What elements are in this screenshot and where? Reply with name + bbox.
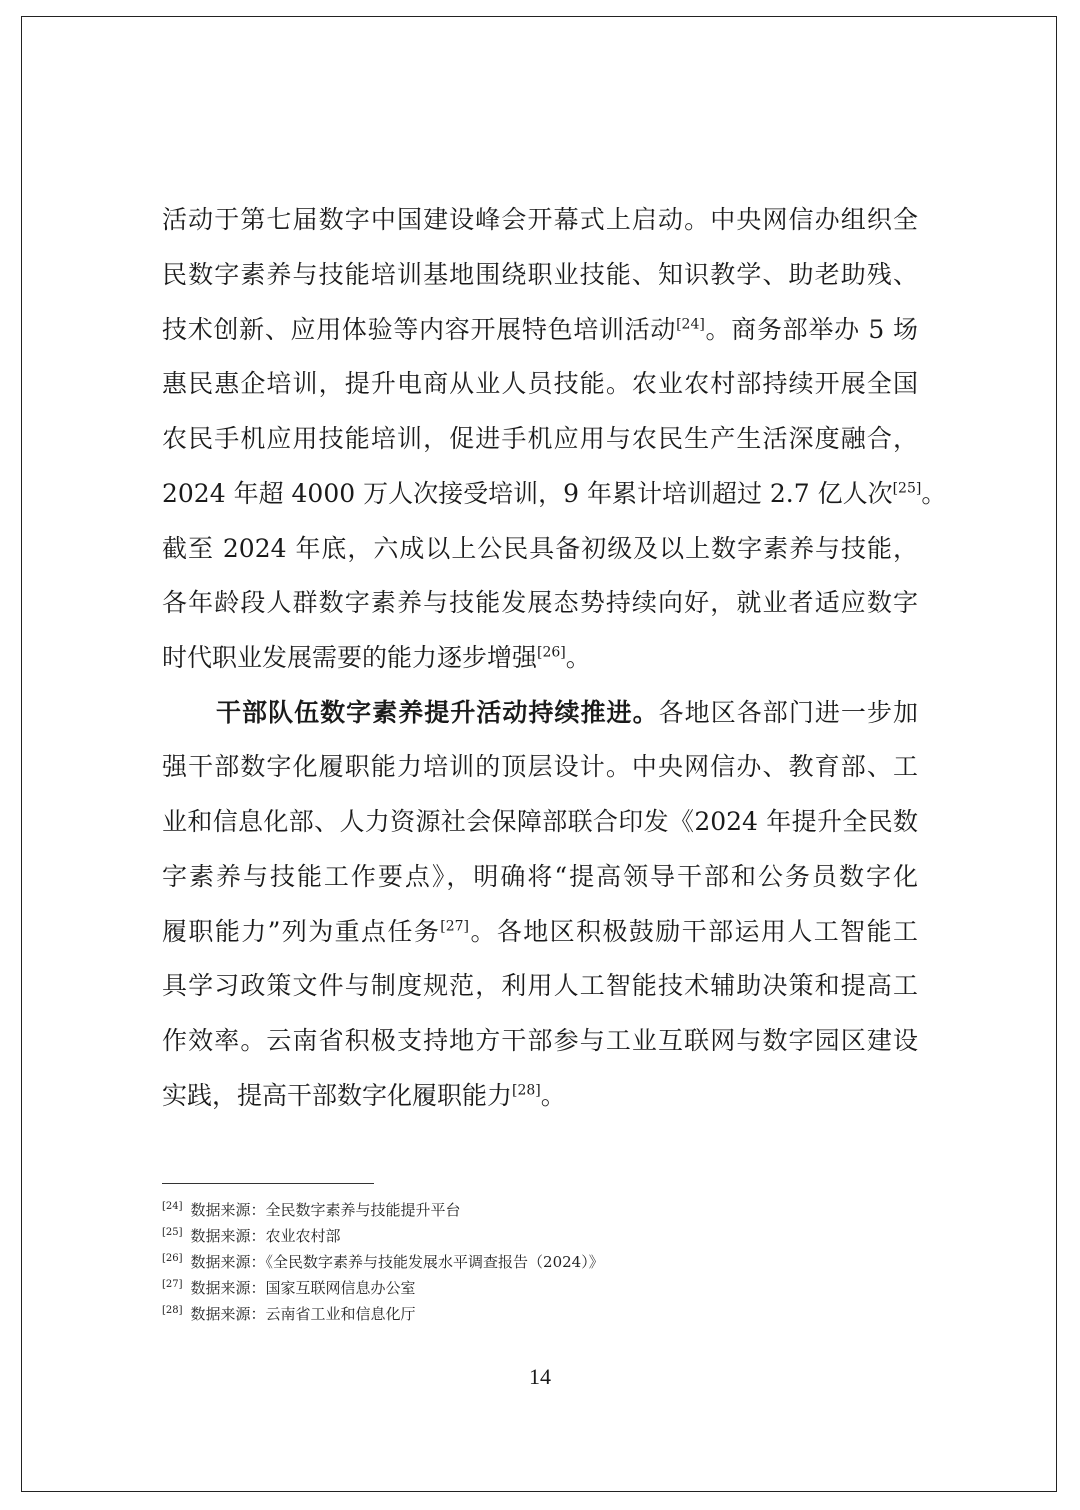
paragraph-1-line xyxy=(162,310,918,350)
paragraph-1-line xyxy=(162,474,947,514)
footnote-text: 数据来源：农业农村部 xyxy=(190,1227,341,1245)
paragraph-2-line: 业和信息化部、人力资源社会保障部联合印发《2024 年提升全民数 xyxy=(162,807,918,836)
citation-marker[interactable]: [27] xyxy=(440,918,470,935)
paragraph-2-line: 强干部数字化履职能力培训的顶层设计。中央网信办、教育部、工 xyxy=(162,752,918,781)
line-text: 。商务部举办 5 场 xyxy=(704,315,918,344)
line-text: 。 xyxy=(540,1081,566,1110)
line-text: 技术创新、应用体验等内容开展特色培训活动 xyxy=(162,315,677,344)
line-text: 履职能力”列为重点任务 xyxy=(162,917,441,946)
footnote-text: 数据来源：云南省工业和信息化厅 xyxy=(190,1305,416,1323)
paragraph-2-line: 具学习政策文件与制度规范，利用人工智能技术辅助决策和提高工 xyxy=(162,971,918,1000)
citation-marker[interactable]: [28] xyxy=(512,1082,541,1099)
line-text: 实践，提高干部数字化履职能力 xyxy=(162,1081,513,1110)
paragraph-1-line: 农民手机应用技能培训，促进手机应用与农民生产生活深度融合， xyxy=(162,424,918,453)
paragraph-2-line: 字素养与技能工作要点》，明确将“提高领导干部和公务员数字化 xyxy=(162,862,918,891)
page-number: 14 xyxy=(529,1364,551,1389)
footnote-text: 数据来源：全民数字素养与技能提升平台 xyxy=(190,1201,461,1219)
footnote-mark: [28] xyxy=(162,1305,183,1316)
footnote-mark: [27] xyxy=(162,1279,183,1290)
citation-marker[interactable]: [24] xyxy=(676,316,705,333)
footnote-mark: [24] xyxy=(162,1201,183,1212)
line-text: 2024 年超 4000 万人次接受培训，9 年累计培训超过 2.7 亿人次 xyxy=(162,479,893,508)
paragraph-2-line: 作效率。云南省积极支持地方干部参与工业互联网与数字园区建设 xyxy=(162,1026,918,1055)
paragraph-1-line: 截至 2024 年底，六成以上公民具备初级及以上数字素养与技能， xyxy=(162,534,918,563)
footnote-mark: [25] xyxy=(162,1227,183,1238)
footnote xyxy=(162,1224,341,1248)
paragraph-1-line xyxy=(162,638,918,678)
line-text: 。 xyxy=(565,643,591,672)
paragraph-2-line xyxy=(162,912,918,952)
paragraph-1-line: 活动于第七届数字中国建设峰会开幕式上启动。中央网信办组织全 xyxy=(162,205,918,234)
footnote xyxy=(162,1250,604,1274)
line-text: 。 xyxy=(921,479,947,508)
bold-heading: 干部队伍数字素养提升活动持续推进。 xyxy=(216,698,659,727)
line-text: 。各地区积极鼓励干部运用人工智能工 xyxy=(469,917,918,946)
paragraph-1-line: 民数字素养与技能培训基地围绕职业技能、知识教学、助老助残、 xyxy=(162,260,918,289)
line-text: 各地区各部门进一步加 xyxy=(658,698,918,727)
paragraph-1-line: 惠民惠企培训，提升电商从业人员技能。农业农村部持续开展全国 xyxy=(162,369,918,398)
footnote-mark: [26] xyxy=(162,1253,183,1264)
paragraph-1-line: 各年龄段人群数字素养与技能发展态势持续向好，就业者适应数字 xyxy=(162,588,918,617)
paragraph-2-lead xyxy=(216,693,918,733)
footnote-divider xyxy=(162,1183,374,1184)
footnote xyxy=(162,1302,416,1326)
citation-marker[interactable]: [25] xyxy=(892,480,922,497)
footnote-text: 数据来源：国家互联网信息办公室 xyxy=(190,1279,416,1297)
footnote xyxy=(162,1198,461,1222)
line-text: 时代职业发展需要的能力逐步增强 xyxy=(162,643,538,672)
paragraph-2-line xyxy=(162,1076,918,1116)
footnote-text: 数据来源：《全民数字素养与技能发展水平调查报告（2024）》 xyxy=(190,1253,604,1271)
footnote xyxy=(162,1276,416,1300)
citation-marker[interactable]: [26] xyxy=(537,644,566,661)
